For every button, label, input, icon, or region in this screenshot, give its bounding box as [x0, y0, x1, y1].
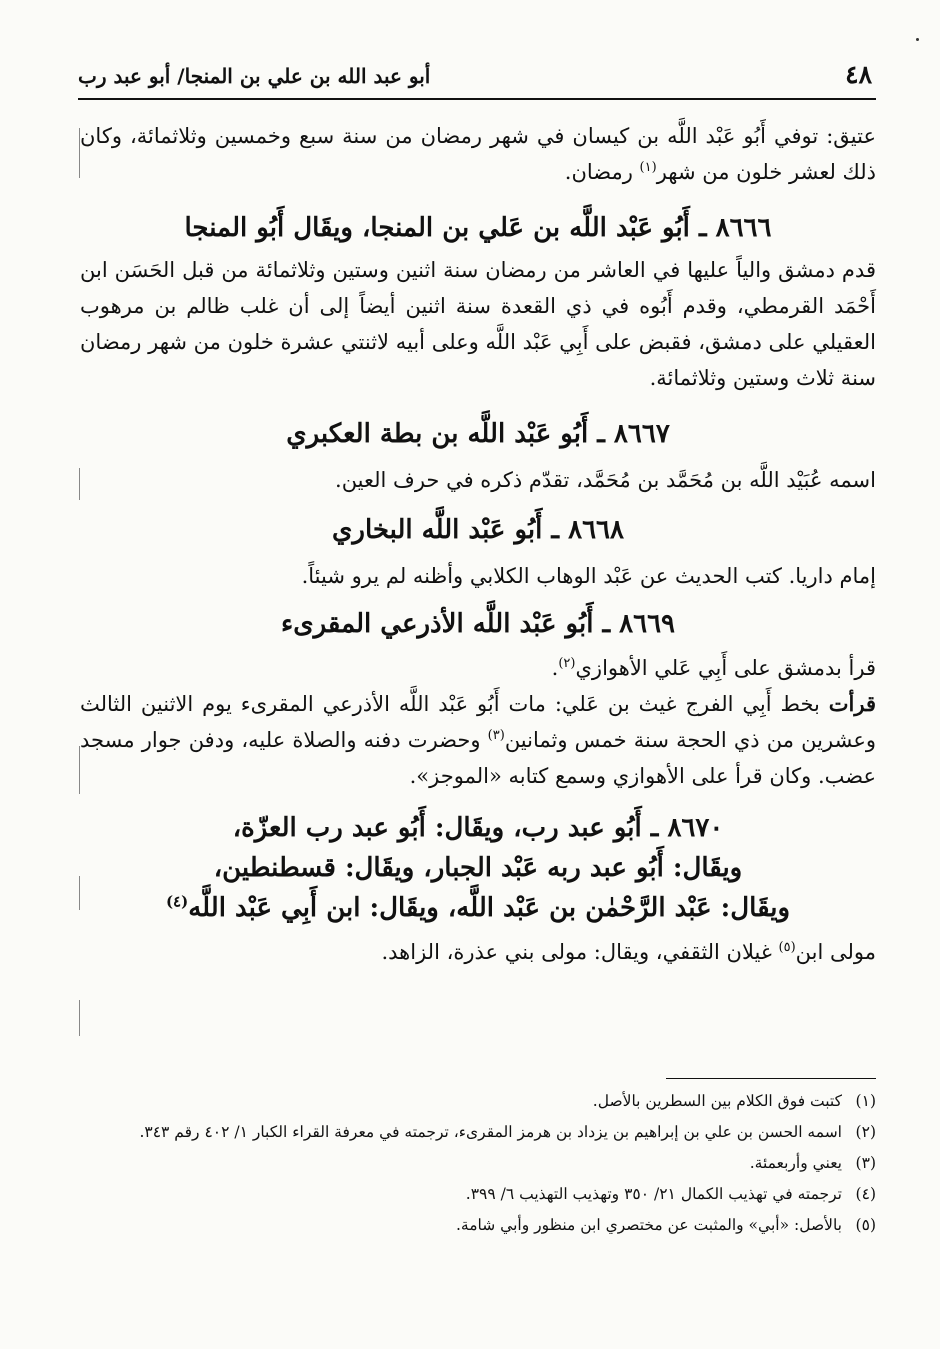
qarat-paragraph — [80, 686, 876, 794]
footnote-text: يعني وأربعمئة. — [749, 1154, 842, 1172]
entry-heading-8669: ٨٦٦٩ ـ أَبُو عَبْد اللَّه الأذرعي المقرىء — [281, 609, 675, 639]
footnote-ref-5: (٥) — [778, 940, 796, 955]
entry-heading-8670-line3 — [80, 888, 876, 928]
footnote-number: (١) — [855, 1092, 876, 1110]
page-number: ٤٨ — [845, 60, 872, 89]
footnote-number: (٣) — [855, 1154, 876, 1172]
footnote-1 — [96, 1086, 876, 1117]
entry-text-8669 — [80, 650, 876, 686]
margin-scan-line — [79, 1000, 80, 1036]
footnote-ref-2: (٢) — [558, 656, 576, 671]
entry-heading-8666: ٨٦٦٦ ـ أَبُو عَبْد اللَّه بن عَلي بن المنجا، ويقَال أَبُو المنجا — [184, 213, 772, 243]
entry-heading-8670-line3-text: ويقَال: عَبْد الرَّحْمٰن بن عَبْد اللَّه، ويقَال: ابن أَبِي عَبْد اللَّه — [188, 893, 791, 923]
footnote-5 — [96, 1210, 876, 1241]
qarat-text-end: وحضرت دفنه والصلاة عليه، ودفن جوار مسجد عضب. وكان قرأ على الأهوازي وسمع كتابه «الموجز». — [80, 728, 876, 788]
scan-speck — [916, 38, 919, 41]
entry-text-8669-end: . — [551, 656, 559, 680]
entry-heading-8670-line2: ويقَال: أَبُو عبد ربه عَبْد الجبار، ويقَال: قسطنطين، — [213, 853, 743, 883]
entry-text-8666: قدم دمشق والياً عليها في العاشر من رمضان سنة اثنين وستين وثلاثمائة من قبل الحَسَن ابن أَحْمَد القرمطي، وقدم أَبُوه في ذي القعدة سنة اثنين أيضاً إلى أن غلب ظالم بن مرهوب العقيلي على دمشق، فقبض على أَبِي عَبْد اللَّه وعلى أبيه لاثنتي عشرة خلون من شهر رمضان سنة ثلاث وستين وثلاثمائة. — [80, 258, 876, 390]
entry-text-8667: اسمه عُبَيْد اللَّه بن مُحَمَّد بن مُحَمَّد، تقدّم ذكره في حرف العين. — [335, 468, 876, 492]
entry-text-8668: إمام داريا. كتب الحديث عن عَبْد الوهاب الكلابي وأظنه لم يرو شيئاً. — [301, 564, 876, 588]
qarat-lead-word: قرأت — [828, 691, 876, 716]
entry-heading-8668: ٨٦٦٨ ـ أَبُو عَبْد اللَّه البخاري — [332, 515, 624, 545]
footnote-number: (٤) — [855, 1185, 876, 1203]
footnote-3 — [96, 1148, 876, 1179]
header-title: أبو عبد الله بن علي بن المنجا/ أبو عبد رب — [78, 64, 431, 88]
footnote-text: كتبت فوق الكلام بين السطرين بالأصل. — [592, 1092, 842, 1110]
entry-heading-8667: ٨٦٦٧ ـ أَبُو عَبْد اللَّه بن بطة العكبري — [286, 419, 670, 449]
footnote-ref-3: (٣) — [487, 728, 505, 743]
main-text — [80, 118, 876, 970]
footnote-4 — [96, 1179, 876, 1210]
entry-text-8670 — [80, 934, 876, 970]
entry-heading-8670-line1: ٨٦٧٠ ـ أَبُو عبد رب، ويقَال: أَبُو عبد رب العزّة، — [232, 813, 724, 843]
intro-paragraph — [80, 118, 876, 190]
qarat-text: بخط أَبِي الفرج غيث بن عَلي: مات أَبُو عَبْد اللَّه الأذرعي المقرىء يوم الاثنين الثالث وعشرين من ذي الحجة سنة خمس وثمانين — [80, 692, 877, 752]
footnote-text: اسمه الحسن بن علي بن إبراهيم بن يزداد بن هرمز المقرىء، ترجمته في معرفة القراء الكبار ١/ ٤٠٢ رقم ٣٤٣. — [139, 1123, 842, 1141]
entry-text-8669-main: قرأ بدمشق على أَبِي عَلي الأهوازي — [575, 656, 876, 680]
footnote-number: (٢) — [855, 1123, 876, 1141]
footnote-ref-4: (٤) — [165, 892, 189, 911]
running-header — [78, 60, 876, 100]
intro-text-end: رمضان. — [564, 160, 640, 184]
intro-text: عتيق: توفي أَبُو عَبْد اللَّه بن كيسان في شهر رمضان من سنة سبع وخمسين وثلاثمائة، وكان ذلك لعشر خلون من شهر — [80, 124, 876, 184]
entry-text-8670-end: غيلان الثقفي، ويقال: مولى بني عذرة، الزاهد. — [381, 940, 779, 964]
footnote-ref-1: (١) — [639, 160, 657, 175]
footnote-2 — [96, 1117, 876, 1148]
footnote-text: ترجمته في تهذيب الكمال ٢١/ ٣٥٠ وتهذيب التهذيب ٦/ ٣٩٩. — [465, 1185, 842, 1203]
footnotes — [96, 1086, 876, 1241]
footnote-separator — [666, 1078, 876, 1079]
footnote-text: بالأصل: «أبي» والمثبت عن مختصري ابن منظور وأبي شامة. — [455, 1216, 842, 1234]
entry-text-8670-main: مولى ابن — [795, 940, 876, 964]
footnote-number: (٥) — [855, 1216, 876, 1234]
